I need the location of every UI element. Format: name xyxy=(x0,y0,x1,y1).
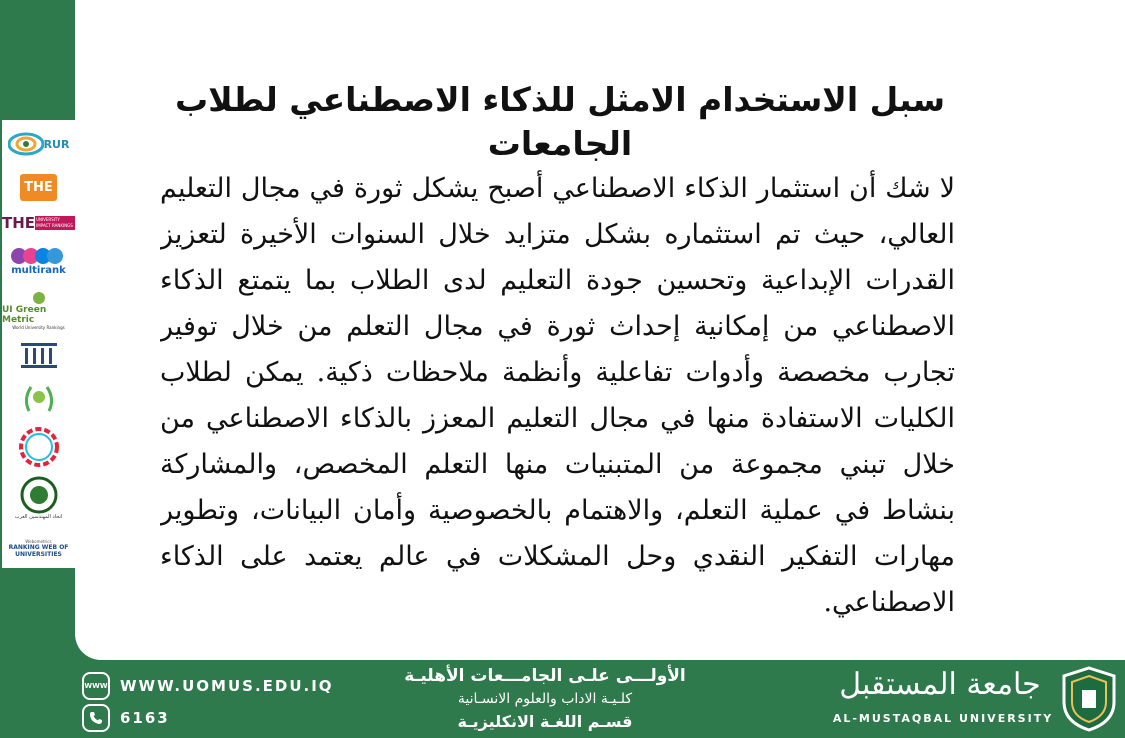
rur-label: RUR xyxy=(43,137,70,151)
the-impact-label: THE xyxy=(2,214,36,232)
columns-icon xyxy=(19,340,59,370)
the-impact-logo[interactable] xyxy=(2,210,75,236)
the-impact-sub: UNIVERSITY IMPACT RANKINGS xyxy=(35,216,75,230)
university-crest-icon xyxy=(1060,666,1118,732)
the-label: THE xyxy=(20,174,57,201)
university-logo[interactable] xyxy=(820,662,1120,736)
phone-row[interactable] xyxy=(82,704,170,732)
article-title: سبل الاستخدام الامثل للذكاء الاصطناعي لطلاب الجامعات xyxy=(174,80,946,163)
phone-number[interactable]: 6163 xyxy=(120,709,170,727)
sdg-wheel-icon xyxy=(19,427,59,467)
institution-logo[interactable] xyxy=(2,338,75,372)
laurel-icon xyxy=(21,381,57,417)
college-info xyxy=(380,664,710,734)
article-body: لا شك أن استثمار الذكاء الاصطناعي أصبح يشكل ثورة في مجال التعليم العالي، حيث تم استثماره بشكل متزايد خلال السنوات الأخيرة لتعزيز القدرات الإبداعية وتحسين جودة التعليم لدى الطلاب بما يتمتع الذكاء الاصطناعي من إمكانية إحداث ثورة في مجال التعلم من خلال توفير تجارب مخصصة وأدوات تفاعلية وأنظمة ملاحظات ذكية. يمكن لطلاب الكليات الاستفادة منها في مجال التعليم المعزز بالذكاء الاصطناعي من خلال تبني مجموعة من المتبنيات منها التعلم المخصص، والمشاركة بنشاط في عملية التعلم، والاهتمام بالخصوصية وأمان البيانات، وتطوير مهارات التفكير النقدي وحل المشكلات في عالم يعتمد على الذكاء الاصطناعي. xyxy=(160,173,955,618)
university-name-arabic: جامعة المستقبل xyxy=(839,667,1041,702)
multirank-logo[interactable] xyxy=(2,242,75,280)
seal-icon xyxy=(20,476,58,514)
footer-line2: كلـيـة الاداب والعلوم الانسـانية xyxy=(457,691,633,707)
multirank-circles-icon xyxy=(9,247,69,265)
phone-icon xyxy=(82,704,110,732)
footer-line3: قسـم اللغـة الانكليزيـة xyxy=(457,712,633,731)
website-row[interactable] xyxy=(82,672,334,700)
footer xyxy=(0,660,1125,738)
university-name-english: AL-MUSTAQBAL UNIVERSITY xyxy=(832,712,1054,725)
greenmetric-logo[interactable] xyxy=(2,288,75,332)
multirank-label: multirank xyxy=(11,264,66,276)
arab-engineers-label: اتحاد المهندسين العرب xyxy=(14,514,63,520)
laurel-logo[interactable] xyxy=(2,378,75,420)
rur-logo[interactable] xyxy=(2,124,75,164)
globe-icon: WWW xyxy=(82,672,110,700)
article xyxy=(160,78,960,632)
footer-line1: الأولـــى علـى الجامـــعات الأهليـة xyxy=(404,666,686,686)
sdg-logo[interactable] xyxy=(2,426,75,468)
the-logo[interactable] xyxy=(2,170,75,204)
greenmetric-sub: World University Rankings xyxy=(12,324,65,330)
webometrics-label: RANKING WEB OF UNIVERSITIES xyxy=(8,543,69,558)
arab-engineers-logo[interactable] xyxy=(2,472,75,524)
website-link[interactable]: WWW.UOMUS.EDU.IQ xyxy=(120,677,334,695)
leaf-icon xyxy=(31,291,47,305)
webometrics-top: Webometrics xyxy=(25,538,52,544)
greenmetric-label: UI Green Metric xyxy=(2,304,47,325)
rur-eye-icon xyxy=(8,129,44,159)
webometrics-logo[interactable] xyxy=(2,534,75,562)
rankings-strip xyxy=(2,120,75,568)
